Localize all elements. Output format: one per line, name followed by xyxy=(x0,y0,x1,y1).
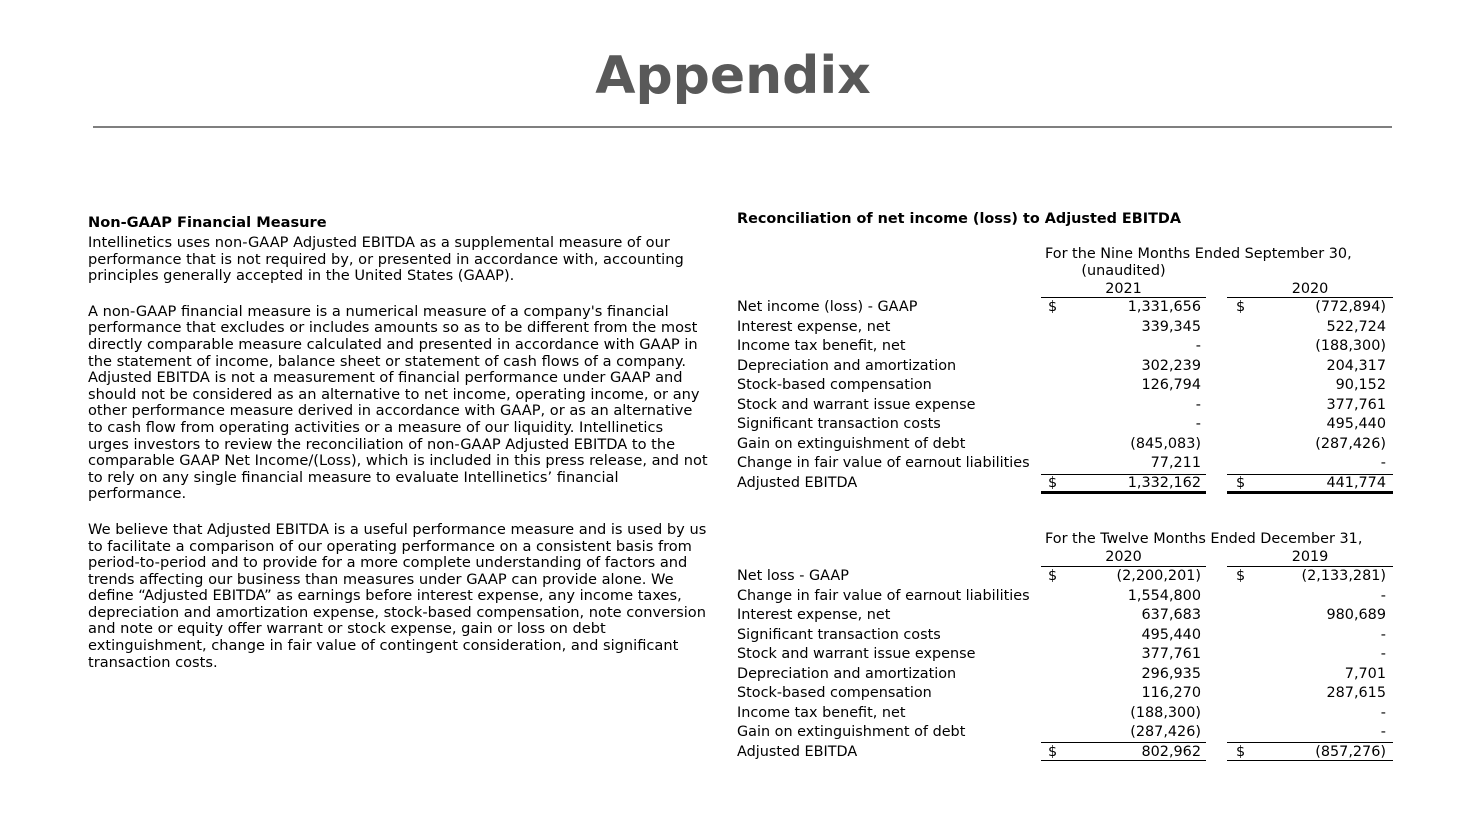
total-double-underline xyxy=(1227,491,1393,494)
page-title: Appendix xyxy=(595,46,871,106)
value-cell: - xyxy=(1380,724,1386,740)
currency-symbol: $ xyxy=(1236,743,1246,760)
table-row xyxy=(737,606,1393,626)
row-label: Gain on extinguishment of debt xyxy=(737,435,966,452)
total-top-line xyxy=(1041,474,1206,475)
value-cell: 204,317 xyxy=(1326,357,1386,374)
value-cell: 116,270 xyxy=(1141,685,1201,701)
value-cell: (857,276) xyxy=(1315,743,1386,760)
paragraph-2: A non-GAAP financial measure is a numerical measure of a company's financial performance that excludes or includes amounts so as to be different from the most directly comparable measure calculated and presented in accordance with GAAP in the statement of income, balance sheet or statement of cash flows of a company. Adjusted EBITDA is not a measurement of financial performance under GAAP and should not be considered as an alternative to net income, operating income, or any other performance measure derived in accordance with GAAP, or as an alternative to cash flow from operating activities or a measure of our liquidity. Intellinetics urges investors to review the reconciliation of non-GAAP Adjusted EBITDA to the comparable GAAP Net Income/(Loss), which is included in this press release, and not to rely on any single financial measure to evaluate Intellinetics’ financial performance. xyxy=(88,302,708,503)
value-cell: - xyxy=(1380,704,1386,721)
row-label: Significant transaction costs xyxy=(737,626,941,643)
currency-symbol: $ xyxy=(1048,743,1058,760)
currency-symbol: $ xyxy=(1236,474,1246,491)
value-cell: 495,440 xyxy=(1326,416,1386,432)
nine-months-table xyxy=(737,246,1393,496)
table-row xyxy=(737,435,1393,455)
total-top-line xyxy=(1227,474,1393,475)
column-header: 2019 xyxy=(1291,549,1329,565)
row-label: Adjusted EBITDA xyxy=(737,474,858,491)
value-cell: 377,761 xyxy=(1326,396,1386,413)
currency-symbol: $ xyxy=(1048,568,1058,584)
value-cell: 637,683 xyxy=(1141,607,1201,623)
value-cell: 1,332,162 xyxy=(1127,474,1201,491)
table-row xyxy=(737,704,1393,724)
table-row xyxy=(737,684,1393,704)
currency-symbol: $ xyxy=(1048,299,1058,315)
row-label: Stock and warrant issue expense xyxy=(737,646,976,662)
value-cell: 126,794 xyxy=(1141,377,1201,393)
table-row xyxy=(737,645,1393,665)
value-cell: 296,935 xyxy=(1141,665,1201,682)
row-label: Stock and warrant issue expense xyxy=(737,396,976,413)
table-row xyxy=(737,723,1393,743)
value-cell: (2,133,281) xyxy=(1301,568,1386,584)
value-cell: 90,152 xyxy=(1335,377,1386,393)
total-underline xyxy=(1041,760,1206,761)
twelve-months-table xyxy=(737,531,1393,771)
table-row xyxy=(737,318,1393,338)
value-cell: 7,701 xyxy=(1344,665,1386,682)
row-label: Net income (loss) - GAAP xyxy=(737,299,918,315)
period-header: For the Nine Months Ended September 30, xyxy=(1045,246,1352,262)
value-cell: (188,300) xyxy=(1315,338,1386,354)
reconciliation-title: Reconciliation of net income (loss) to Adjusted EBITDA xyxy=(737,211,1181,227)
table-row xyxy=(737,587,1393,607)
paragraph-1: Intellinetics uses non-GAAP Adjusted EBITDA as a supplemental measure of our performance that is not required by, or presented in accordance with, accounting principles generally accepted in the United States (GAAP). xyxy=(88,234,684,285)
currency-symbol: $ xyxy=(1236,299,1246,315)
value-cell: 441,774 xyxy=(1326,474,1386,491)
row-label: Depreciation and amortization xyxy=(737,357,957,374)
table-row xyxy=(737,626,1393,646)
row-label: Depreciation and amortization xyxy=(737,665,957,682)
value-cell: - xyxy=(1380,587,1386,604)
period-header: For the Twelve Months Ended December 31, xyxy=(1045,531,1363,547)
total-top-line xyxy=(1227,742,1393,743)
table-row xyxy=(737,454,1393,474)
total-double-underline xyxy=(1041,491,1206,494)
value-cell: - xyxy=(1380,455,1386,471)
value-cell: (287,426) xyxy=(1315,435,1386,452)
column-header: 2020 xyxy=(1105,549,1142,565)
value-cell: (188,300) xyxy=(1130,704,1201,721)
subheader: (unaudited) xyxy=(1081,263,1166,279)
row-label: Gain on extinguishment of debt xyxy=(737,724,966,740)
row-label: Adjusted EBITDA xyxy=(737,743,858,760)
row-label: Change in fair value of earnout liabilities xyxy=(737,587,1030,604)
value-cell: 377,761 xyxy=(1141,646,1201,662)
paragraph-3: We believe that Adjusted EBITDA is a useful performance measure and is used by us to facilitate a comparison of our operating performance on a consistent basis from period-to-period and to provide for a more complete understanding of factors and trends affecting our business than measures under GAAP can provide alone. We define “Adjusted EBITDA” as earnings before interest expense, any income taxes, depreciation and amortization expense, stock-based compensation, note conversion and note or equity offer warrant or stock expense, gain or loss on debt extinguishment, change in fair value of contingent consideration, and significant transaction costs. xyxy=(88,520,707,671)
table-row xyxy=(737,415,1393,435)
table-row xyxy=(737,337,1393,357)
row-label: Change in fair value of earnout liabilities xyxy=(737,455,1030,471)
value-cell: (287,426) xyxy=(1130,724,1201,740)
value-cell: 287,615 xyxy=(1326,685,1386,701)
table-row xyxy=(737,396,1393,416)
row-label: Significant transaction costs xyxy=(737,416,941,432)
row-label: Stock-based compensation xyxy=(737,685,932,701)
value-cell: 495,440 xyxy=(1141,626,1201,643)
title-divider xyxy=(93,126,1392,128)
value-cell: 980,689 xyxy=(1326,607,1386,623)
table-row xyxy=(737,567,1393,587)
row-label: Income tax benefit, net xyxy=(737,704,906,721)
column-header: 2020 xyxy=(1291,281,1329,297)
currency-symbol: $ xyxy=(1048,474,1058,491)
section-heading: Non-GAAP Financial Measure xyxy=(88,214,327,231)
value-cell: (845,083) xyxy=(1130,435,1201,452)
currency-symbol: $ xyxy=(1236,568,1246,584)
value-cell: (772,894) xyxy=(1315,299,1386,315)
value-cell: - xyxy=(1195,338,1201,354)
value-cell: - xyxy=(1380,626,1386,643)
value-cell: (2,200,201) xyxy=(1116,568,1201,584)
value-cell: 802,962 xyxy=(1141,743,1201,760)
table-row xyxy=(737,665,1393,685)
total-top-line xyxy=(1041,742,1206,743)
non-gaap-section xyxy=(88,214,708,690)
value-cell: 77,211 xyxy=(1150,455,1201,471)
value-cell: - xyxy=(1195,396,1201,413)
row-label: Net loss - GAAP xyxy=(737,568,849,584)
value-cell: - xyxy=(1380,646,1386,662)
column-header: 2021 xyxy=(1105,281,1142,297)
value-cell: 302,239 xyxy=(1141,357,1201,374)
table-row xyxy=(737,376,1393,396)
row-label: Interest expense, net xyxy=(737,318,891,335)
row-label: Income tax benefit, net xyxy=(737,338,906,354)
row-label: Stock-based compensation xyxy=(737,377,932,393)
value-cell: 339,345 xyxy=(1141,318,1201,335)
table-row xyxy=(737,357,1393,377)
row-label: Interest expense, net xyxy=(737,607,891,623)
total-underline xyxy=(1227,760,1393,761)
value-cell: 1,331,656 xyxy=(1127,299,1201,315)
value-cell: 1,554,800 xyxy=(1127,587,1201,604)
value-cell: - xyxy=(1195,416,1201,432)
value-cell: 522,724 xyxy=(1326,318,1386,335)
table-row xyxy=(737,298,1393,318)
